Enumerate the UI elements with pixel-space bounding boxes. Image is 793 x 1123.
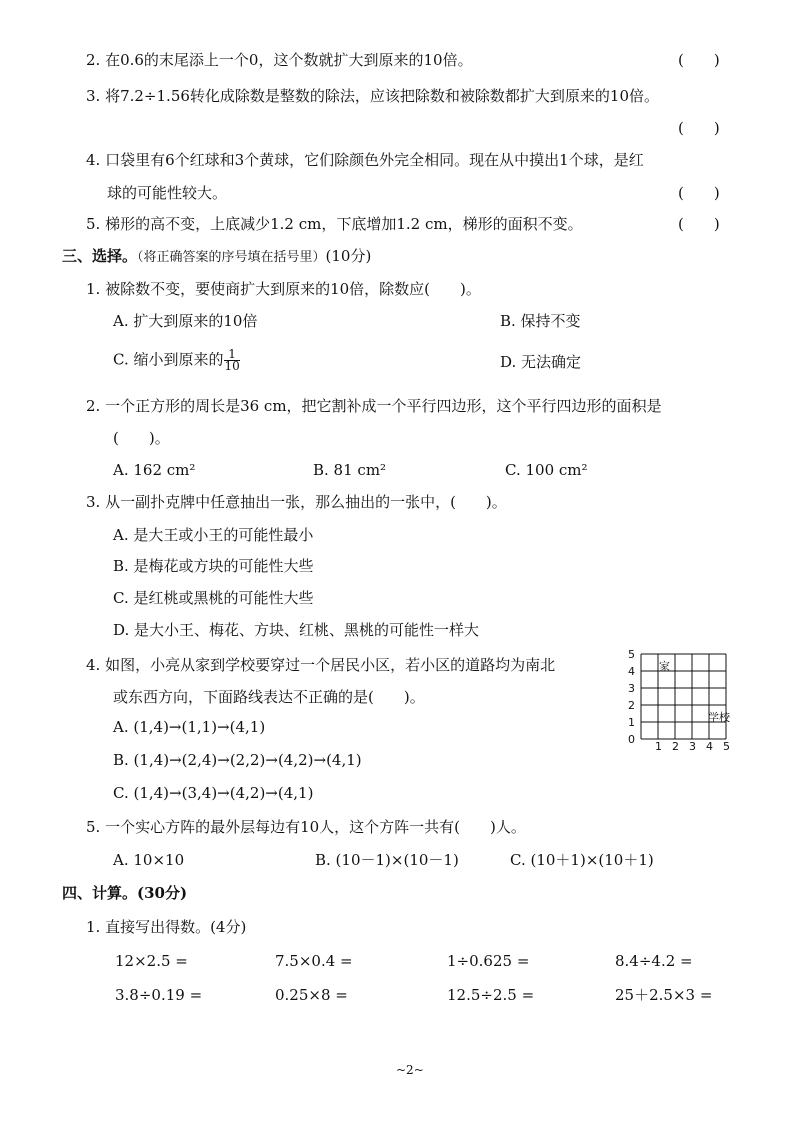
- section3-score: (10分): [325, 247, 372, 265]
- choice-q5-option-c[interactable]: C. (10＋1)×(10＋1): [510, 851, 654, 869]
- grid-home-label: 家: [659, 660, 670, 673]
- choice-q5-stem: 5. 一个实心方阵的最外层每边有10人，这个方阵一共有( )人。: [86, 818, 526, 836]
- grid-y-tick: 5: [628, 650, 635, 661]
- grid-y-tick: 1: [628, 716, 635, 729]
- choice-q2-option-b[interactable]: B. 81 cm²: [313, 461, 387, 479]
- choice-q1-option-b[interactable]: B. 保持不变: [500, 312, 581, 330]
- judge-q4-line2: 球的可能性较大。: [107, 184, 228, 202]
- choice-q3-option-d[interactable]: D. 是大小王、梅花、方块、红桃、黑桃的可能性一样大: [113, 621, 480, 639]
- judge-q4-answer-paren[interactable]: ( ): [678, 184, 720, 202]
- choice-q5-option-a[interactable]: A. 10×10: [113, 851, 185, 869]
- grid-x-tick: 5: [723, 740, 730, 750]
- neighborhood-grid-figure: [625, 650, 745, 750]
- grid-x-tick: 1: [655, 740, 662, 750]
- section4-title: 四、计算。(30分): [62, 884, 188, 902]
- fraction-denominator: 10: [224, 359, 240, 373]
- choice-q1-stem: 1. 被除数不变，要使商扩大到原来的10倍，除数应( )。: [86, 280, 481, 298]
- choice-q4-option-b[interactable]: B. (1,4)→(2,4)→(2,2)→(4,2)→(4,1): [113, 751, 362, 769]
- choice-q2-option-c[interactable]: C. 100 cm²: [505, 461, 588, 479]
- calc-problem: 12×2.5 =: [115, 952, 188, 970]
- choice-q1-option-a[interactable]: A. 扩大到原来的10倍: [113, 312, 258, 330]
- grid-y-tick: 2: [628, 699, 635, 712]
- calc-problem: 25＋2.5×3 =: [615, 986, 713, 1004]
- choice-q3-option-b[interactable]: B. 是梅花或方块的可能性大些: [113, 557, 314, 575]
- judge-q3: 3. 将7.2÷1.56转化成除数是整数的除法，应该把除数和被除数都扩大到原来的10倍。: [86, 87, 659, 105]
- grid-x-tick: 2: [672, 740, 679, 750]
- grid-x-tick: 4: [706, 740, 713, 750]
- choice-q3-stem: 3. 从一副扑克牌中任意抽出一张，那么抽出的一张中，( )。: [86, 493, 507, 511]
- choice-q1-option-c-prefix: C. 缩小到原来的: [113, 350, 224, 369]
- section3-note: （将正确答案的序号填在括号里）: [137, 250, 326, 265]
- choice-q3-option-c[interactable]: C. 是红桃或黑桃的可能性大些: [113, 589, 314, 607]
- choice-q2-line1: 2. 一个正方形的周长是36 cm，把它割补成一个平行四边形，这个平行四边形的面积是: [86, 397, 662, 415]
- calc-problem: 1÷0.625 =: [447, 952, 530, 970]
- calc-problem: 0.25×8 =: [275, 986, 348, 1004]
- choice-q4-line1: 4. 如图，小亮从家到学校要穿过一个居民小区，若小区的道路均为南北: [86, 656, 556, 674]
- calc-problem: 8.4÷4.2 =: [615, 952, 693, 970]
- grid-y-tick: 4: [628, 665, 635, 678]
- section3-header: [62, 246, 371, 268]
- judge-q2: 2. 在0.6的末尾添上一个0，这个数就扩大到原来的10倍。: [86, 51, 473, 69]
- fraction-one-tenth: [224, 349, 239, 372]
- grid-x-tick: 3: [689, 740, 696, 750]
- judge-q3-answer-paren[interactable]: ( ): [678, 119, 720, 137]
- grid-y-tick: 0: [628, 733, 635, 746]
- choice-q2-option-a[interactable]: A. 162 cm²: [113, 461, 196, 479]
- choice-q3-option-a[interactable]: A. 是大王或小王的可能性最小: [113, 526, 314, 544]
- calc-problem: 12.5÷2.5 =: [447, 986, 535, 1004]
- grid-school-label: 学校: [708, 711, 730, 724]
- choice-q4-option-c[interactable]: C. (1,4)→(3,4)→(4,2)→(4,1): [113, 784, 314, 802]
- page-number: ~2~: [396, 1063, 424, 1077]
- calc-problem: 7.5×0.4 =: [275, 952, 353, 970]
- judge-q5-answer-paren[interactable]: ( ): [678, 215, 720, 233]
- judge-q2-answer-paren[interactable]: ( ): [678, 51, 720, 69]
- choice-q1-option-d[interactable]: D. 无法确定: [500, 353, 582, 371]
- calc-problem: 3.8÷0.19 =: [115, 986, 203, 1004]
- grid-y-tick: 3: [628, 682, 635, 695]
- choice-q4-option-a[interactable]: A. (1,4)→(1,1)→(4,1): [113, 718, 266, 736]
- judge-q4-line1: 4. 口袋里有6个红球和3个黄球，它们除颜色外完全相同。现在从中摸出1个球，是红: [86, 151, 644, 169]
- choice-q5-option-b[interactable]: B. (10－1)×(10－1): [315, 851, 459, 869]
- judge-q5: 5. 梯形的高不变，上底减少1.2 cm，下底增加1.2 cm，梯形的面积不变。: [86, 215, 583, 233]
- choice-q2-line2: ( )。: [113, 429, 170, 447]
- choice-q4-line2: 或东西方向，下面路线表达不正确的是( )。: [113, 688, 425, 706]
- calc-q1-title: 1. 直接写出得数。(4分): [86, 918, 247, 936]
- section3-title: 三、选择。: [62, 247, 138, 265]
- choice-q1-option-c[interactable]: [113, 349, 240, 372]
- fraction-numerator: 1: [224, 349, 239, 361]
- grid-lines: [641, 654, 726, 739]
